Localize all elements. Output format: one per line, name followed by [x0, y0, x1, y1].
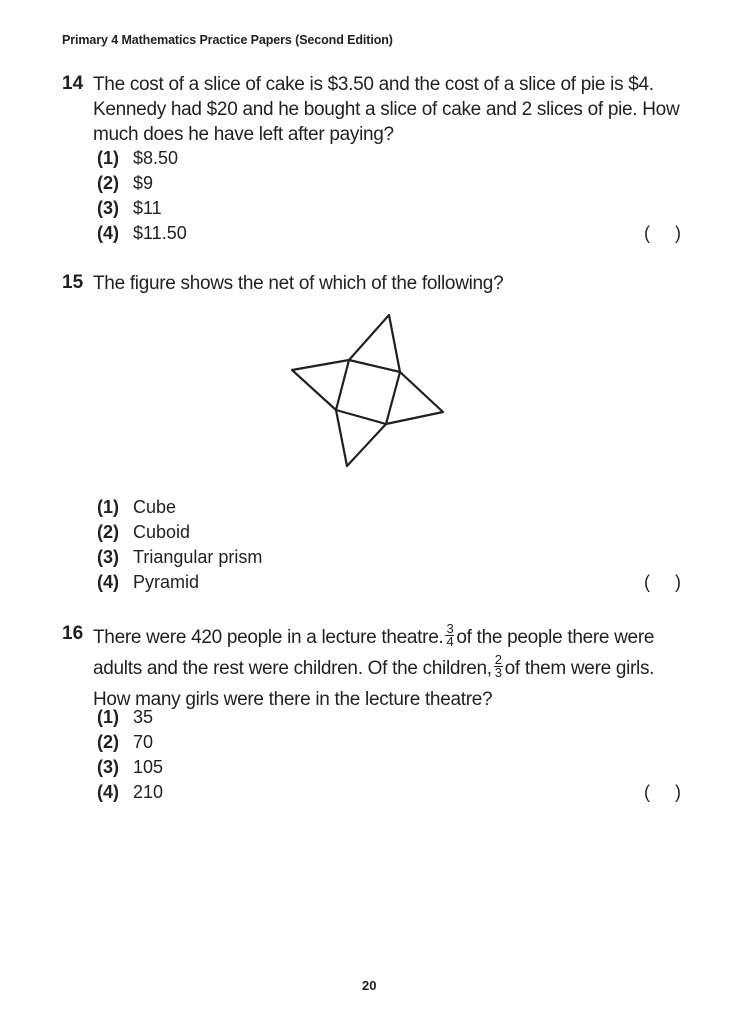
answer-bracket[interactable]: ( ): [644, 782, 691, 802]
option-1[interactable]: (1) Cube: [97, 497, 177, 517]
net-square-face: [336, 360, 400, 424]
net-triangle-bottom: [336, 410, 386, 466]
question-line: The cost of a slice of cake is $3.50 and the cost of a slice of pie is $4.: [93, 74, 654, 95]
question-line: There were 420 people in a lecture theatre. $\frac{3}{4}$ of the people there were: [93, 621, 655, 650]
option-4[interactable]: (4) 210: [97, 782, 164, 802]
question-number: 16: [62, 623, 84, 644]
option-2[interactable]: (2) Cuboid: [97, 522, 191, 542]
fraction-three-quarters: $\frac{3}{4}$: [446, 621, 454, 650]
net-triangle-top: [349, 315, 400, 372]
question-number: 15: [62, 272, 84, 293]
question-line: The figure shows the net of which of the following?: [93, 273, 504, 294]
net-triangle-left: [292, 360, 349, 410]
answer-bracket[interactable]: ( ): [644, 572, 691, 592]
net-triangle-right: [386, 372, 443, 424]
option-3[interactable]: (3) 105: [97, 757, 164, 777]
option-4[interactable]: (4) Pyramid: [97, 572, 200, 592]
page-number: 20: [362, 978, 377, 993]
option-1[interactable]: (1) $8.50: [97, 148, 179, 168]
option-3[interactable]: (3) Triangular prism: [97, 547, 263, 567]
page-header-title: Primary 4 Mathematics Practice Papers (Second Edition): [62, 33, 393, 47]
question-number: 14: [62, 73, 84, 94]
option-3[interactable]: (3) $11: [97, 198, 162, 218]
question-text: [93, 622, 703, 715]
option-2[interactable]: (2) $9: [97, 173, 154, 193]
option-1[interactable]: (1) 35: [97, 707, 154, 727]
question-line: adults and the rest were children. Of the children, $\frac{2}{3}$ of them were girls.: [93, 652, 655, 681]
answer-bracket[interactable]: ( ): [644, 223, 691, 243]
fraction-two-thirds: $\frac{2}{3}$: [494, 652, 502, 681]
option-2[interactable]: (2) 70: [97, 732, 154, 752]
question-line: How many girls were there in the lecture theatre?: [93, 689, 493, 710]
question-line: Kennedy had $20 and he bought a slice of cake and 2 slices of pie. How: [93, 99, 680, 120]
option-4[interactable]: (4) $11.50: [97, 223, 187, 243]
question-line: much does he have left after paying?: [93, 124, 394, 145]
